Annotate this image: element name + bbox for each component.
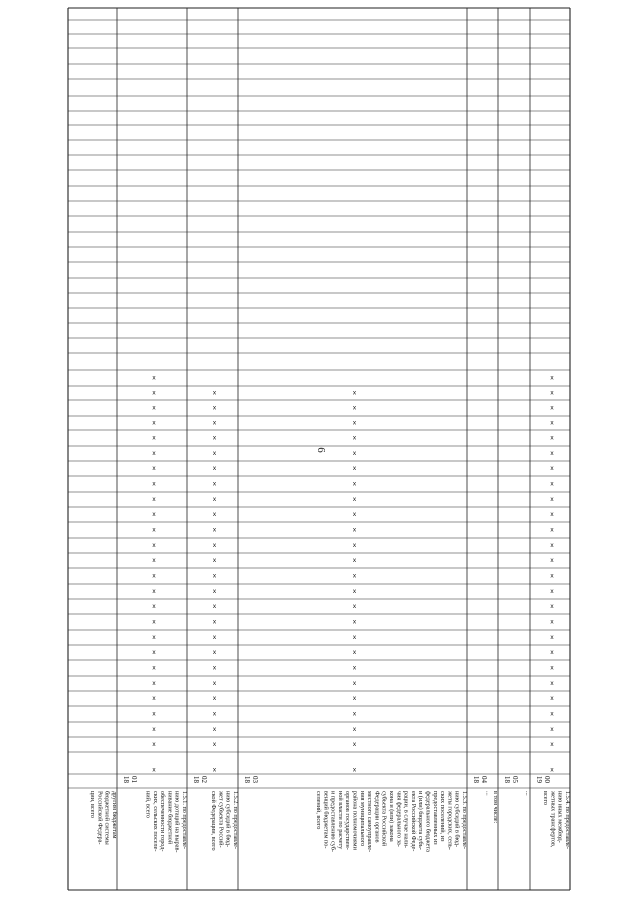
row-label-line: ...: [524, 791, 531, 796]
x-mark: x: [152, 450, 156, 458]
x-mark: x: [550, 419, 554, 427]
x-mark: x: [352, 664, 357, 672]
row-label-line: обеспеченности город-: [159, 791, 167, 852]
row-code: 18: [472, 776, 480, 783]
x-mark: x: [352, 649, 357, 657]
row-code: 05: [511, 776, 519, 783]
x-mark: x: [352, 389, 357, 397]
x-mark: x: [152, 404, 156, 412]
x-mark: x: [212, 695, 217, 703]
row-label-line: и предоставлению суб-: [329, 791, 337, 852]
x-mark: x: [212, 741, 217, 749]
row-label-line: нию субсидий в бюд-: [224, 791, 232, 848]
x-mark: x: [550, 741, 554, 749]
x-mark: x: [152, 419, 156, 427]
x-mark: x: [152, 526, 156, 534]
x-mark: x: [212, 511, 217, 519]
x-mark: x: [212, 542, 217, 550]
x-mark: x: [352, 557, 357, 565]
row-label-line: рации, в случае нали-: [402, 791, 410, 848]
row-label-line: и (или) бюджета субъ-: [417, 791, 425, 850]
row-code: 18: [192, 776, 200, 783]
x-mark: x: [212, 526, 217, 534]
x-mark: x: [550, 618, 554, 626]
row-label-line: нивание бюджетной: [166, 791, 174, 845]
row-label-line: 1.5.1. по предоставле-: [181, 791, 188, 849]
x-mark: x: [152, 389, 156, 397]
x-mark: x: [352, 404, 357, 412]
x-mark: x: [352, 572, 357, 580]
x-mark: x: [550, 588, 554, 596]
x-mark: x: [550, 766, 554, 774]
x-mark: x: [550, 389, 554, 397]
x-mark: x: [152, 695, 156, 703]
x-mark: x: [152, 741, 156, 749]
x-mark: x: [212, 710, 217, 718]
x-mark: x: [212, 603, 217, 611]
x-mark: x: [550, 542, 554, 550]
x-mark: x: [212, 480, 217, 488]
x-mark: x: [352, 726, 357, 734]
page-number: 6: [315, 447, 327, 453]
x-mark: x: [152, 542, 156, 550]
x-mark: x: [152, 649, 156, 657]
x-mark: x: [352, 434, 357, 442]
x-mark: x: [212, 496, 217, 504]
row-label-line: 1.5.4. по предоставле-: [564, 791, 571, 849]
row-label-line: Федерации органов: [373, 791, 381, 843]
x-mark: x: [212, 404, 217, 412]
x-mark: x: [152, 480, 156, 488]
x-mark: x: [550, 496, 554, 504]
row-code: 18: [122, 776, 130, 783]
x-mark: x: [352, 496, 357, 504]
x-mark: x: [212, 465, 217, 473]
x-mark: x: [550, 465, 554, 473]
row-label-line: субъекта Российской: [380, 791, 388, 847]
x-mark: x: [352, 710, 357, 718]
x-mark: x: [550, 480, 554, 488]
x-mark: x: [212, 618, 217, 626]
x-mark: x: [152, 766, 156, 774]
x-mark: x: [550, 511, 554, 519]
x-mark: x: [550, 664, 554, 672]
x-mark: x: [550, 603, 554, 611]
x-mark: x: [212, 680, 217, 688]
row-code: 18: [503, 776, 511, 783]
row-label-line: 1.5.3. по предоставле-: [461, 791, 468, 849]
x-mark: x: [152, 511, 156, 519]
row-labels: [89, 790, 571, 852]
row-codes: [122, 776, 551, 784]
x-mark: x: [550, 404, 554, 412]
x-mark: x: [550, 526, 554, 534]
row-label-line: другим бюджетам: [111, 791, 118, 839]
x-mark: x: [550, 434, 554, 442]
row-label-line: нию иных межбюд-: [556, 791, 564, 843]
row-label-line: района полномочиями: [351, 791, 359, 850]
x-mark: x: [212, 634, 217, 642]
x-mark: x: [352, 603, 357, 611]
row-code: 02: [200, 776, 208, 783]
row-label-line: бюджетной системы: [103, 791, 111, 845]
x-mark: x: [152, 434, 156, 442]
row-label-line: федерального бюджета: [424, 791, 432, 852]
x-mark: x: [352, 741, 357, 749]
x-mark: x: [152, 374, 156, 382]
cell-marks: [152, 375, 554, 774]
row-label-line: ний, всего: [144, 791, 152, 818]
x-mark: x: [352, 465, 357, 473]
x-mark: x: [550, 572, 554, 580]
x-mark: x: [212, 664, 217, 672]
x-mark: x: [352, 680, 357, 688]
x-mark: x: [212, 434, 217, 442]
x-mark: x: [550, 557, 554, 565]
row-label-line: ской Федерации, всего: [210, 791, 218, 851]
x-mark: x: [352, 542, 357, 550]
row-code: 03: [251, 776, 259, 783]
x-mark: x: [152, 496, 156, 504]
x-mark: x: [352, 450, 357, 458]
row-label-line: ских, сельских поселе-: [151, 791, 159, 852]
x-mark: x: [352, 588, 357, 596]
x-mark: x: [550, 726, 554, 734]
x-mark: x: [352, 695, 357, 703]
x-mark: x: [352, 526, 357, 534]
x-mark: x: [550, 695, 554, 703]
row-label-line: чия федерального за-: [395, 791, 403, 847]
row-code: 19: [535, 776, 543, 783]
row-label-line: 1.5.2. по предоставле-: [232, 791, 239, 849]
x-mark: x: [212, 419, 217, 427]
row-label-line: ...: [484, 791, 492, 796]
x-mark: x: [212, 766, 217, 774]
x-mark: x: [152, 680, 156, 688]
row-label-line: нию субсидий в бюд-: [453, 791, 461, 848]
row-label-line: ских поселений, из: [439, 791, 447, 842]
x-mark: x: [152, 603, 156, 611]
row-label-line: органов государствен-: [344, 791, 352, 850]
x-mark: x: [212, 726, 217, 734]
row-label-line: екта Российской Феде-: [409, 791, 417, 852]
x-mark: x: [212, 389, 217, 397]
row-label-line: нию дотаций на вырав-: [173, 791, 181, 853]
row-label-line: предоставленных из: [431, 791, 439, 845]
x-mark: x: [212, 572, 217, 580]
x-mark: x: [152, 726, 156, 734]
x-mark: x: [152, 465, 156, 473]
row-label-line: Российской Федера-: [96, 791, 104, 845]
row-label-line: селений, всего: [315, 791, 322, 830]
row-label-line: ции, всего: [89, 791, 97, 818]
row-label-line: всего: [542, 791, 550, 805]
x-mark: x: [550, 374, 554, 382]
row-code: 00: [543, 776, 551, 783]
x-mark: x: [152, 664, 156, 672]
row-code: 18: [243, 776, 251, 783]
x-mark: x: [212, 450, 217, 458]
x-mark: x: [352, 480, 357, 488]
x-mark: x: [212, 588, 217, 596]
x-mark: x: [352, 766, 357, 774]
x-mark: x: [152, 710, 156, 718]
x-mark: x: [550, 649, 554, 657]
x-mark: x: [550, 710, 554, 718]
x-mark: x: [352, 419, 357, 427]
x-mark: x: [152, 572, 156, 580]
x-mark: x: [212, 557, 217, 565]
row-label-line: венций бюджетам по-: [322, 791, 330, 849]
x-mark: x: [550, 450, 554, 458]
x-mark: x: [212, 649, 217, 657]
x-mark: x: [152, 634, 156, 642]
x-mark: x: [352, 511, 357, 519]
row-label-line: жеты городских, сель-: [446, 791, 454, 850]
row-label-line: в том числе:: [492, 791, 499, 824]
row-label-line: ния муниципального: [358, 791, 366, 847]
row-label-line: ной власти по расчету: [336, 791, 344, 850]
row-label-line: жетных трансфертов,: [549, 791, 557, 848]
x-mark: x: [352, 618, 357, 626]
x-mark: x: [152, 557, 156, 565]
x-mark: x: [550, 634, 554, 642]
x-mark: x: [550, 680, 554, 688]
x-mark: x: [152, 588, 156, 596]
row-label-line: кона и (или) закона: [388, 791, 395, 842]
row-code: 01: [130, 776, 138, 783]
row-label-line: местного самоуправле-: [366, 791, 374, 853]
x-mark: x: [352, 634, 357, 642]
x-mark: x: [152, 618, 156, 626]
row-label-line: жет субъекта Россий-: [217, 791, 225, 848]
row-code: 04: [480, 776, 488, 783]
